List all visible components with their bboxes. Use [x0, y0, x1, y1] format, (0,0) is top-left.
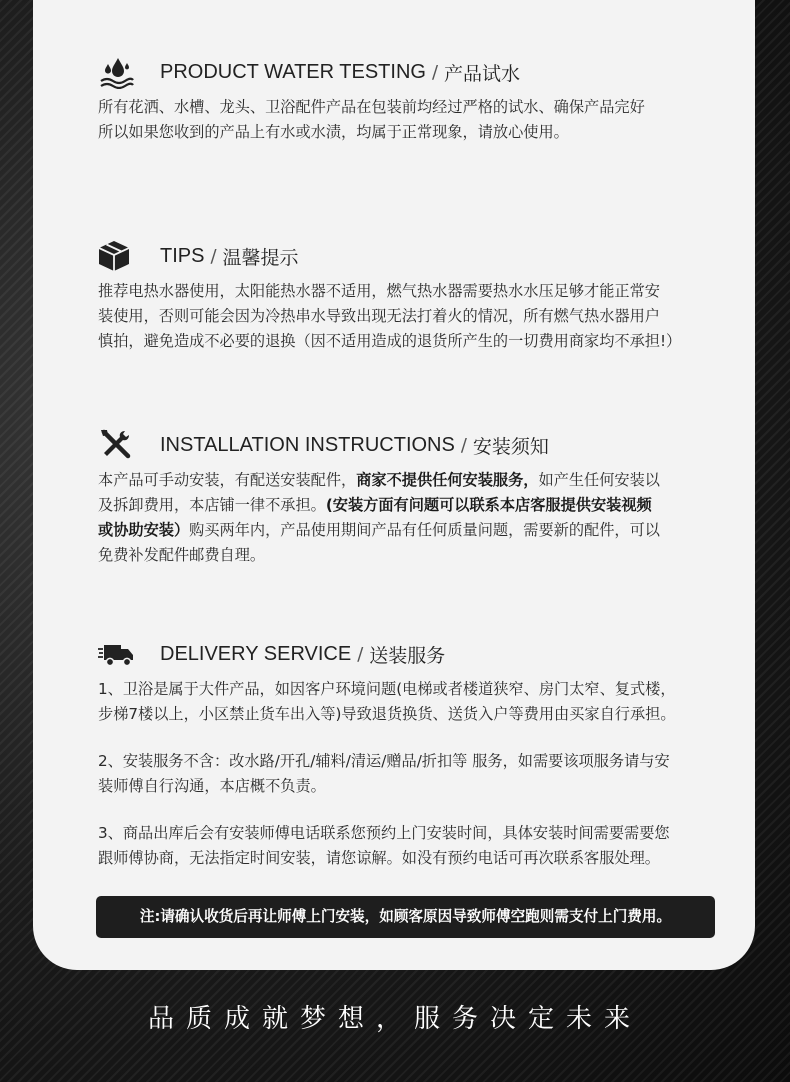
body-line: 所以如果您收到的产品上有水或水渍，均属于正常现象，请放心使用。: [98, 123, 569, 141]
body-text: 购买两年内，产品使用期间产品有任何质量问题，需要新的配件，可以: [189, 521, 660, 539]
body-text: 及拆卸费用，本店铺一律不承担。: [98, 496, 326, 514]
body-bold-text: 商家不提供任何安装服务，: [356, 471, 539, 489]
body-line: 慎拍，避免造成不必要的退换（因不适用造成的退货所产生的一切费用商家均不承担!）: [98, 332, 682, 350]
section-title-cn: 温馨提示: [222, 246, 299, 269]
tools-icon: [98, 428, 134, 462]
section-title-en: PRODUCT WATER TESTING: [160, 60, 426, 83]
section-heading: [98, 428, 720, 462]
body-bold-text: (安装方面有问题可以联系本店客服提供安装视频: [325, 496, 652, 514]
body-line: 1、卫浴是属于大件产品，如因客户环境问题(电梯或者楼道狭窄、房门太窄、复式楼，: [98, 680, 676, 698]
section-heading: [98, 55, 720, 89]
body-line: 3、商品出库后会有安装师傅电话联系您预约上门安装时间，具体安装时间需要需要您: [98, 824, 670, 842]
water-drop-icon: [98, 55, 134, 89]
body-bold-text: 或协助安装）: [98, 521, 190, 539]
notice-banner: 注:请确认收货后再让师傅上门安装，如顾客原因导致师傅空跑则需支付上门费用。: [96, 896, 715, 938]
body-line: 装使用，否则可能会因为冷热串水导致出现无法打着火的情况，所有燃气热水器用户: [98, 307, 660, 325]
body-text: 本产品可手动安装，有配送安装配件，: [98, 471, 357, 489]
body-line: 免费补发配件邮费自理。: [98, 546, 266, 564]
section-body: [98, 95, 720, 145]
truck-icon: [98, 637, 134, 671]
section-heading: [98, 239, 720, 273]
body-line: 步梯7楼以上，小区禁止货车出入等)导致退货换货、送货入户等费用由买家自行承担。: [98, 705, 676, 723]
section-heading: [98, 637, 720, 671]
section-title-cn: 产品试水: [444, 62, 521, 85]
body-line: [98, 518, 720, 543]
section-body: [98, 677, 720, 871]
title-separator: /: [460, 434, 467, 456]
section-body: [98, 468, 720, 568]
section-delivery: [98, 637, 720, 871]
body-line: 跟师傅协商，无法指定时间安装，请您谅解。如没有预约电话可再次联系客服处理。: [98, 849, 660, 867]
title-separator: /: [210, 245, 217, 267]
slogan: 品质成就梦想，服务决定未来: [147, 1004, 642, 1034]
body-text: 如产生任何安装以: [538, 471, 660, 489]
section-title-cn: 安装须知: [472, 435, 549, 458]
body-line: [98, 493, 720, 518]
section-title-en: INSTALLATION INSTRUCTIONS: [160, 433, 455, 456]
body-line: 装师傅自行沟通，本店概不负责。: [98, 777, 326, 795]
section-title-en: TIPS: [160, 244, 205, 267]
body-line: [98, 468, 720, 493]
section-water-testing: [98, 55, 720, 145]
body-line: 2、安装服务不含：改水路/开孔/辅料/清运/赠品/折扣等 服务，如需要该项服务请与安: [98, 752, 670, 770]
section-tips: [98, 239, 720, 354]
section-body: [98, 279, 720, 354]
title-separator: /: [431, 61, 439, 83]
section-installation: [98, 428, 720, 568]
section-title-en: DELIVERY SERVICE: [160, 642, 352, 665]
body-line: 推荐电热水器使用，太阳能热水器不适用，燃气热水器需要热水水压足够才能正常安: [98, 282, 660, 300]
box-icon: [98, 239, 134, 273]
section-title-cn: 送装服务: [369, 644, 446, 667]
title-separator: /: [357, 643, 364, 665]
body-line: 所有花洒、水槽、龙头、卫浴配件产品在包装前均经过严格的试水、确保产品完好: [98, 98, 645, 116]
